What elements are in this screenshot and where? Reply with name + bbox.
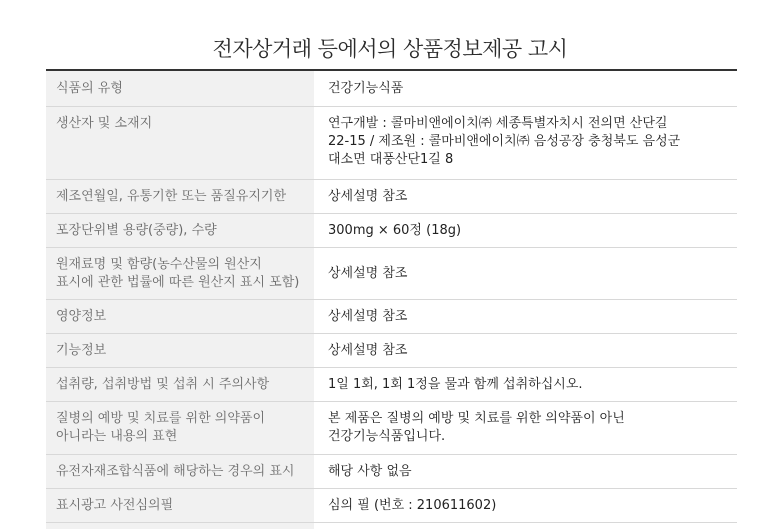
row-label-text: 포장단위별 용량(중량), 수량 bbox=[56, 222, 217, 238]
product-info-table bbox=[46, 69, 737, 529]
row-label-text: 식품의 유형 bbox=[56, 80, 123, 96]
row-value-text: 본 제품은 질병의 예방 및 치료를 위한 의약품이 아닌 건강기능식품입니다. bbox=[328, 411, 625, 444]
row-value bbox=[314, 71, 737, 106]
row-value-text: 해당 사항 없음 bbox=[328, 463, 412, 479]
table-row bbox=[46, 248, 737, 300]
page-title: 전자상거래 등에서의 상품정보제공 고시 bbox=[212, 37, 568, 61]
row-label bbox=[46, 214, 314, 247]
table-row bbox=[46, 455, 737, 489]
table-row bbox=[46, 71, 737, 107]
row-value-text: 1일 1회, 1회 1정을 물과 함께 섭취하십시오. bbox=[328, 376, 583, 392]
row-value-text: 연구개발 : 콜마비앤에이치㈜ 세종특별자치시 전의면 산단길 22-15 / 제조원 : 콜마비앤에이치㈜ 음성공장 충청북도 음성군 대소면 대풍산단1길 8 bbox=[328, 116, 681, 167]
row-value bbox=[314, 214, 737, 247]
table-row bbox=[46, 334, 737, 368]
row-label bbox=[46, 107, 314, 179]
row-label-text: 유전자재조합식품에 해당하는 경우의 표시 bbox=[56, 463, 295, 479]
row-label-text: 섭취량, 섭취방법 및 섭취 시 주의사항 bbox=[56, 376, 270, 392]
row-label bbox=[46, 248, 314, 299]
row-label-text: 질병의 예방 및 치료를 위한 의약품이 아니라는 내용의 표현 bbox=[56, 411, 266, 444]
row-label bbox=[46, 489, 314, 522]
table-row bbox=[46, 214, 737, 248]
row-value bbox=[314, 489, 737, 522]
row-value-text: 상세설명 참조 bbox=[328, 265, 408, 281]
row-label-text: 원재료명 및 함량(농수산물의 원산지 표시에 관한 법률에 따른 원산지 표시 포함) bbox=[56, 256, 300, 290]
row-label bbox=[46, 455, 314, 488]
row-label-text: 표시광고 사전심의필 bbox=[56, 497, 174, 513]
row-label-text: 기능정보 bbox=[56, 342, 107, 358]
row-label bbox=[46, 402, 314, 454]
tail-label-cell bbox=[46, 523, 314, 529]
row-value bbox=[314, 248, 737, 299]
table-row bbox=[46, 368, 737, 402]
row-value bbox=[314, 334, 737, 367]
row-value bbox=[314, 107, 737, 179]
row-label bbox=[46, 334, 314, 367]
row-value-text: 건강기능식품 bbox=[328, 80, 404, 96]
row-label-text: 영양정보 bbox=[56, 308, 107, 324]
row-value-text: 상세설명 참조 bbox=[328, 342, 408, 358]
table-row bbox=[46, 489, 737, 523]
table-row bbox=[46, 300, 737, 334]
row-value bbox=[314, 455, 737, 488]
row-value-text: 300mg × 60정 (18g) bbox=[328, 222, 462, 238]
table-row bbox=[46, 180, 737, 214]
row-label bbox=[46, 180, 314, 213]
row-value bbox=[314, 180, 737, 213]
row-value-text: 상세설명 참조 bbox=[328, 188, 408, 204]
table-row bbox=[46, 107, 737, 180]
row-label-text: 제조연월일, 유통기한 또는 품질유지기한 bbox=[56, 188, 287, 204]
table-row bbox=[46, 402, 737, 455]
row-value bbox=[314, 300, 737, 333]
table-tail bbox=[46, 523, 737, 529]
row-value bbox=[314, 368, 737, 401]
row-label-text: 생산자 및 소재지 bbox=[56, 116, 153, 131]
row-label bbox=[46, 368, 314, 401]
row-value bbox=[314, 402, 737, 454]
row-label bbox=[46, 300, 314, 333]
row-label bbox=[46, 71, 314, 106]
row-value-text: 상세설명 참조 bbox=[328, 308, 408, 324]
row-value-text: 심의 필 (번호 : 210611602) bbox=[328, 497, 497, 513]
